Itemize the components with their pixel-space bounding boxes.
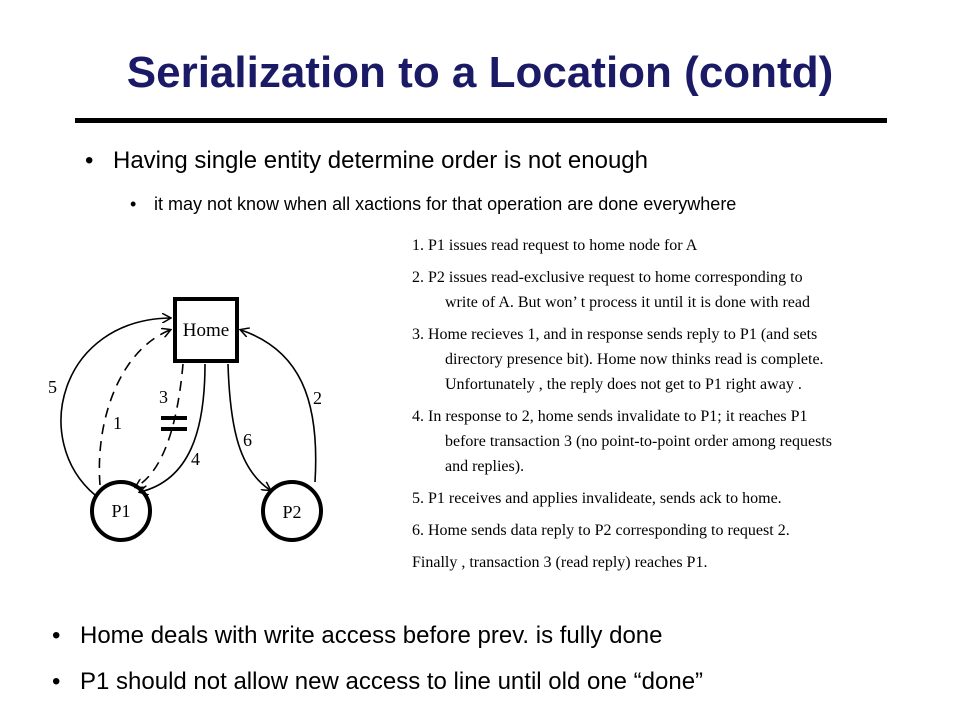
edge-2-arrow xyxy=(241,330,316,482)
step-line: 6. Home sends data reply to P2 corresponding to request 2. xyxy=(412,522,790,539)
step-line: 3. Home recieves 1, and in response sends reply to P1 (and sets xyxy=(412,326,818,343)
edge-3-arrow xyxy=(136,364,183,487)
step-1 xyxy=(412,233,952,258)
bullet-home-write-access xyxy=(52,622,662,650)
edge-3-label: 3 xyxy=(159,387,168,407)
step-line: before transaction 3 (no point-to-point order among requests xyxy=(445,433,832,450)
step-line: Finally , transaction 3 (read reply) reaches P1. xyxy=(412,554,708,571)
edge-6-label: 6 xyxy=(243,430,252,450)
step-line: 5. P1 receives and applies invalideate, sends ack to home. xyxy=(412,490,782,507)
edge-1-arrow xyxy=(99,330,170,485)
edge-4-label: 4 xyxy=(191,449,200,469)
edge-1-label: 1 xyxy=(113,413,122,433)
edge-5-arrow xyxy=(61,318,170,495)
step-final xyxy=(412,550,952,575)
step-6 xyxy=(412,518,952,543)
step-line: and replies). xyxy=(445,458,525,475)
step-line: directory presence bit). Home now thinks read is complete. xyxy=(445,351,824,368)
p1-node-label: P1 xyxy=(111,501,131,521)
edge-5-label: 5 xyxy=(48,377,57,397)
p2-node-label: P2 xyxy=(282,502,302,522)
steps-list xyxy=(412,233,952,582)
step-5 xyxy=(412,486,952,511)
step-line: write of A. But won’ t process it until it is done with read xyxy=(445,294,810,311)
home-node-label: Home xyxy=(182,320,230,341)
step-4 xyxy=(412,404,952,479)
bullet-text: Home deals with write access before prev. is fully done xyxy=(80,622,663,649)
slide-title: Serialization to a Location (contd) xyxy=(126,48,834,97)
step-line: 2. P2 issues read-exclusive request to home corresponding to xyxy=(412,269,803,286)
bullet-text: P1 should not allow new access to line until old one “done” xyxy=(80,668,704,695)
edge-2-label: 2 xyxy=(313,388,322,408)
step-line: 4. In response to 2, home sends invalidate to P1; it reaches P1 xyxy=(412,408,808,425)
bullet-p1-new-access xyxy=(52,668,703,696)
step-3 xyxy=(412,322,952,397)
step-line: 1. P1 issues read request to home node for A xyxy=(412,237,698,254)
bullet-marker: • xyxy=(130,194,137,214)
bullet-marker: • xyxy=(52,622,61,649)
bullet-marker: • xyxy=(52,668,61,695)
bullet-marker: • xyxy=(85,147,94,174)
edge-6-arrow xyxy=(228,364,270,490)
bullet-text: it may not know when all xactions for that operation are done everywhere xyxy=(154,194,737,214)
bullet-text: Having single entity determine order is not enough xyxy=(113,147,648,174)
step-2 xyxy=(412,265,952,315)
step-line: Unfortunately , the reply does not get to P1 right away . xyxy=(445,376,802,393)
